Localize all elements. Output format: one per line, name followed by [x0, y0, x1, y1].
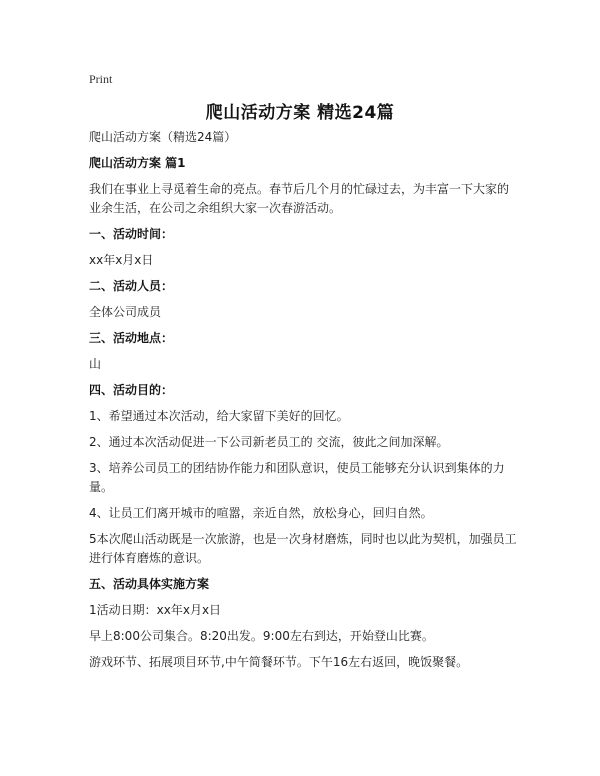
time-heading: 一、活动时间： — [89, 227, 174, 241]
purpose-item: 2、通过本次活动促进一下公司新老员工的 交流，彼此之间加深解。 — [89, 435, 449, 449]
place-heading: 三、活动地点： — [89, 331, 174, 345]
place-value: 山 — [89, 357, 102, 371]
purpose-item: 4、让员工们离开城市的喧嚣，亲近自然，放松身心，回归自然。 — [89, 506, 433, 520]
document-subtitle: 爬山活动方案（精选24篇） — [89, 130, 237, 144]
summary-paragraph: 5本次爬山活动既是一次旅游，也是一次身材磨炼，同时也以此为契机，加强员工进行体育磨炼的意识。 — [89, 532, 517, 565]
purpose-item: 3、培养公司员工的团结协作能力和团队意识，使员工能够充分认识到集体的力量。 — [89, 461, 505, 494]
purpose-item: 1、希望通过本次活动，给大家留下美好的回忆。 — [89, 409, 349, 423]
document-title: 爬山活动方案 精选24篇 — [205, 103, 395, 123]
people-value: 全体公司成员 — [89, 305, 162, 319]
purpose-heading: 四、活动目的： — [89, 383, 174, 397]
plan-item: 1活动日期：xx年x月x日 — [89, 603, 222, 617]
plan-heading: 五、活动具体实施方案 — [89, 577, 210, 591]
time-value: xx年x月x日 — [89, 253, 154, 267]
plan-item: 早上8:00公司集合。8:20出发。9:00左右到达，开始登山比赛。 — [89, 629, 434, 643]
section-title: 爬山活动方案 篇1 — [89, 156, 186, 170]
intro-paragraph: 我们在事业上寻觅着生命的亮点。春节后几个月的忙碌过去，为丰富一下大家的业余生活，在公司之余组织大家一次春游活动。 — [89, 182, 510, 215]
document-content — [89, 128, 519, 679]
people-heading: 二、活动人员： — [89, 279, 174, 293]
print-label: Print — [89, 72, 113, 86]
plan-item: 游戏环节、拓展项目环节,中午简餐环节。下午16左右返回，晚饭聚餐。 — [89, 655, 469, 669]
